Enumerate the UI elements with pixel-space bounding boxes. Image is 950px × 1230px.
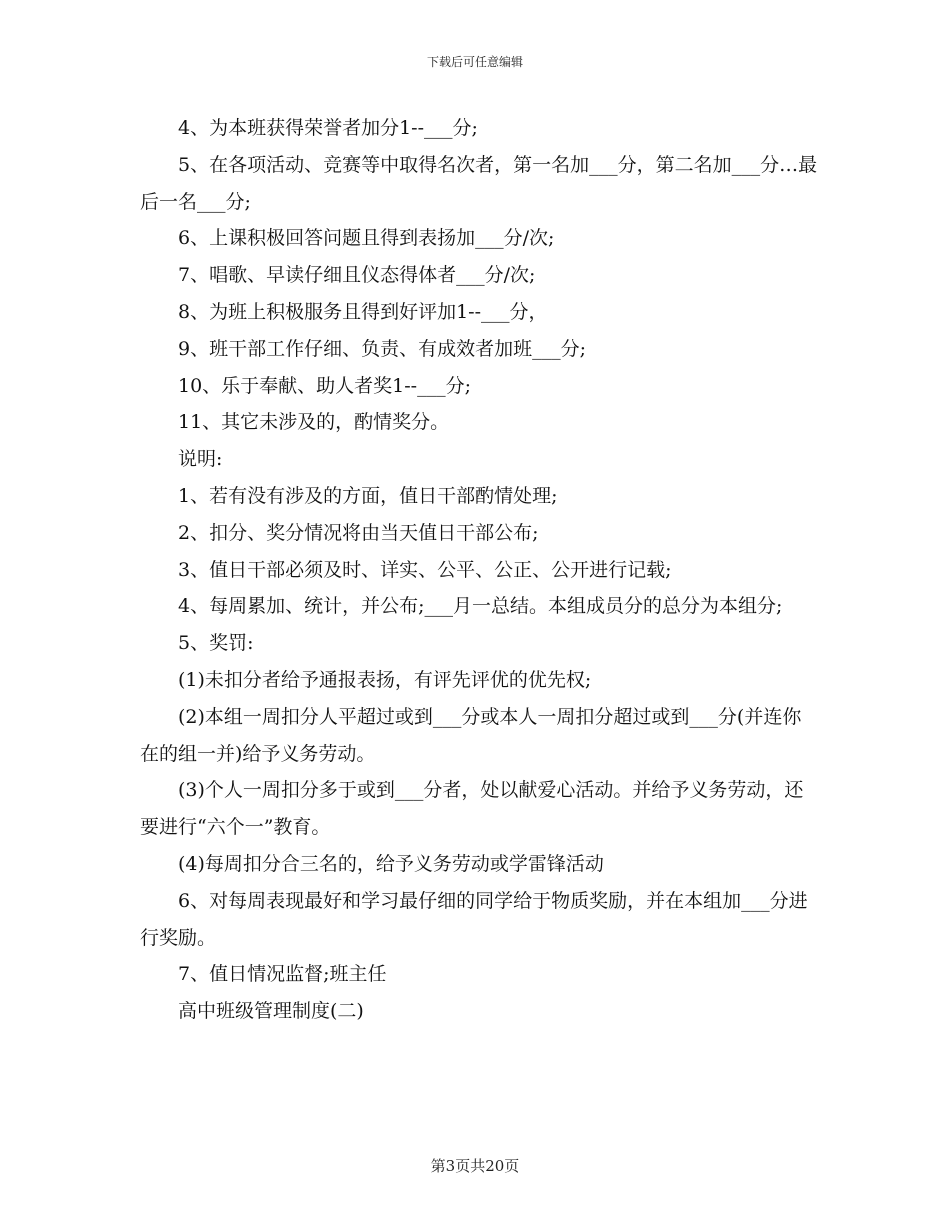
paragraph: (3)个人一周扣分多于或到___分者，处以献爱心活动。并给予义务劳动，还要进行“六个一”教育。	[140, 779, 804, 839]
paragraph: (1)未扣分者给予通报表扬，有评先评优的优先权;	[178, 668, 592, 691]
section-title: 高中班级管理制度(二)	[178, 1000, 364, 1023]
paragraph: 2、扣分、奖分情况将由当天值日干部公布;	[178, 521, 539, 544]
paragraph: 1、若有没有涉及的方面，值日干部酌情处理;	[178, 484, 558, 507]
document-body	[140, 110, 820, 1030]
page-header: 下载后可任意编辑	[426, 55, 523, 69]
paragraph: (2)本组一周扣分人平超过或到___分或本人一周扣分超过或到___分(并连你在的组一并)给予义务劳动。	[140, 705, 802, 765]
paragraph: 6、上课积极回答问题且得到表扬加___分/次;	[178, 227, 555, 250]
paragraph: 6、对每周表现最好和学习最仔细的同学给于物质奖励，并在本组加___分进行奖励。	[140, 889, 808, 949]
paragraph: 4、每周累加、统计，并公布;___月一总结。本组成员分的总分为本组分;	[178, 595, 783, 618]
paragraph: 11、其它未涉及的，酌情奖分。	[178, 411, 450, 434]
paragraph: 8、为班上积极服务且得到好评加1--___分，	[178, 300, 548, 323]
paragraph: 10、乐于奉献、助人者奖1--___分;	[178, 374, 472, 397]
paragraph: 3、值日干部必须及时、详实、公平、公正、公开进行记载;	[178, 558, 672, 581]
paragraph: 9、班干部工作仔细、负责、有成效者加班___分;	[178, 337, 586, 360]
page-footer: 第3页共20页	[430, 1157, 520, 1175]
paragraph: 5、奖罚:	[178, 632, 254, 655]
paragraph: 7、值日情况监督;班主任	[178, 963, 387, 986]
paragraph: (4)每周扣分合三名的，给予义务劳动或学雷锋活动	[178, 852, 604, 875]
paragraph: 4、为本班获得荣誉者加分1--___分;	[178, 117, 478, 139]
paragraph: 7、唱歌、早读仔细且仪态得体者___分/次;	[178, 264, 536, 287]
paragraph: 5、在各项活动、竞赛等中取得名次者，第一名加___分，第二名加___分…最后一名___分;	[140, 153, 818, 213]
paragraph: 说明:	[178, 448, 223, 471]
